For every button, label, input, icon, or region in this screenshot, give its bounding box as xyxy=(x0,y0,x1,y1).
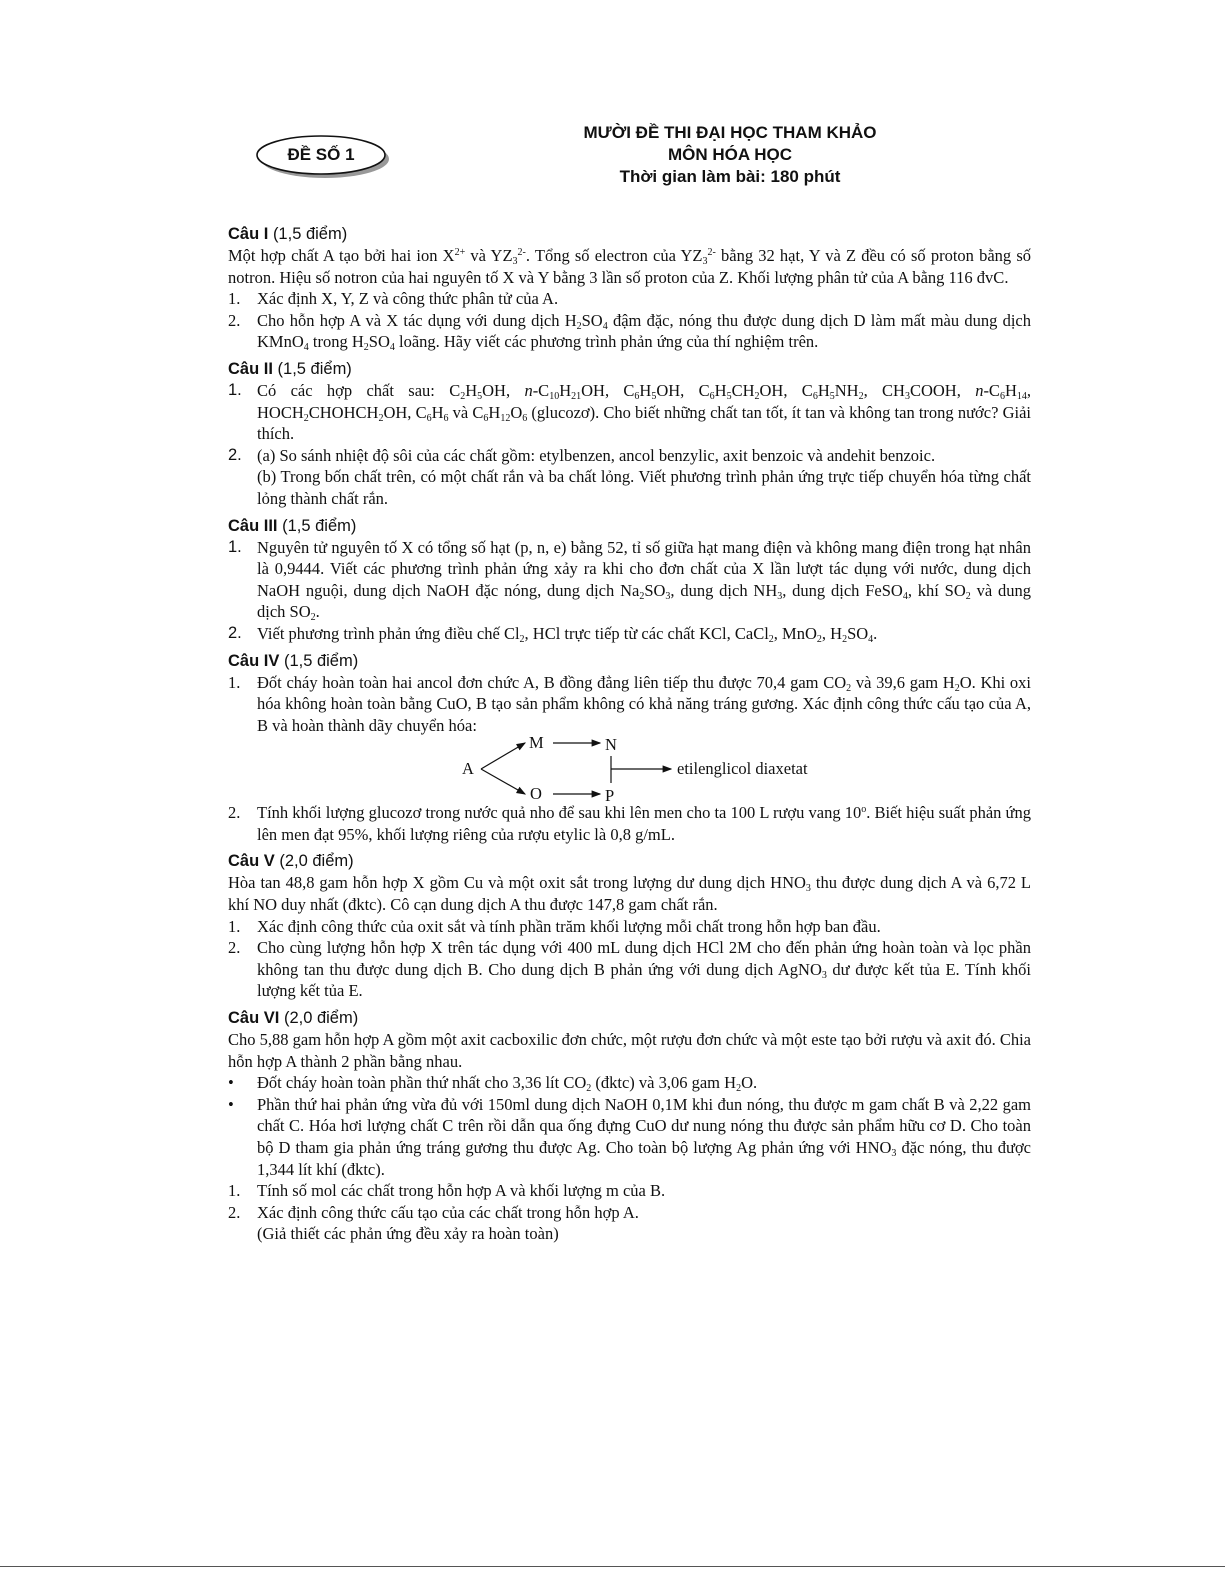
page-bottom-rule xyxy=(0,1566,1225,1567)
question-4-item-1: 1. Đốt cháy hoàn toàn hai ancol đơn chức A, B đồng đẳng liên tiếp thu được 70,4 gam $CO_2$ và 39,6 gam $H_2O$. Khi oxi hóa không hoàn toàn bằng CuO, B tạo sản phẩm không có khả năng tráng gương. Xác định công thức cấu tạo của A, B và hoàn thành dãy chuyển hóa: xyxy=(228,672,1032,735)
question-2-item-2: 2. (a) So sánh nhiệt độ sôi của các chất gồm: etylbenzen, ancol benzylic, axit benzoic và andehit benzoic. (b) Trong bốn chất trên, có một chất rắn và ba chất lỏng. Viết phương trình phản ứng trực tiếp chuyển hóa từng chất lỏng thành chất rắn. xyxy=(228,445,1031,508)
conversion-scheme xyxy=(228,733,1031,806)
scheme-product: etilenglicol diaxetat xyxy=(677,759,808,779)
question-6-bullet-2: • Phần thứ hai phản ứng vừa đủ với 150ml dung dịch NaOH 0,1M khi đun nóng, thu được m gam chất B và 2,22 gam chất C. Hóa hơi lượng chất C trên rồi dẫn qua ống đựng CuO dư nung nóng thu được sản phẩm hữu cơ D. Cho toàn bộ D tham gia phản ứng tráng gương thu được Ag. Cho toàn bộ lượng Ag phản ứng với $HNO_3$ đặc nóng, thu được 1,344 lít khí (đktc). xyxy=(228,1094,1031,1179)
question-2-item-1: 1. Có các hợp chất sau: $C_2H_5OH$, $n-C_{10}H_{21}OH$, $C_6H_5OH$, $C_6H_5CH_2OH$, $C_6H_5NH_2$, $CH_3COOH$, $n-C_6H_{14}$, $HOCH_2CHOHCH_2OH$, $C_6H_6$ và $C_6H_{12}O_6$ (glucozơ). Cho biết những chất tan tốt, ít tan và không tan trong nước? Giải thích. xyxy=(228,380,1031,444)
scheme-m: M xyxy=(529,733,544,753)
question-3-item-1: 1. Nguyên tử nguyên tố X có tổng số hạt (p, n, e) bằng 52, tỉ số giữa hạt mang điện và không mang điện trong hạt nhân là 0,9444. Viết các phương trình phản ứng xảy ra khi cho đơn chất của X lần lượt tác dụng với nước, dung dịch NaOH nguội, dung dịch NaOH đặc nóng, dung dịch $Na_2SO_3$, dung dịch $NH_3$, dung dịch FeSO$_4$, khí $SO_2$ và dung dịch $SO_2$. xyxy=(228,537,1031,624)
question-1-item-2: 2. Cho hỗn hợp A và X tác dụng với dung dịch $H_2SO_4$ đậm đặc, nóng thu được dung dịch D làm mất màu dung dịch KMnO$_4$ trong $H_2SO_4$ loãng. Hãy viết các phương trình phản ứng của thí nghiệm trên. xyxy=(228,310,1031,354)
question-5-text: Hòa tan 48,8 gam hỗn hợp X gồm Cu và một oxit sắt trong lượng dư dung dịch $HNO_3$ thu được dung dịch A và 6,72 L khí NO duy nhất (đktc). Cô cạn dung dịch A thu được 147,8 gam chất rắn. xyxy=(228,873,1031,915)
question-1-heading: Câu I (1,5 điểm) xyxy=(228,225,348,243)
title-line-1: MƯỜI ĐỀ THI ĐẠI HỌC THAM KHẢO xyxy=(583,123,877,142)
exam-content xyxy=(228,218,1031,1245)
question-6-item-2: 2. Xác định công thức cấu tạo của các chất trong hỗn hợp A. (Giả thiết các phản ứng đều xảy ra hoàn toàn) xyxy=(228,1202,639,1244)
question-4-heading: Câu IV (1,5 điểm) xyxy=(228,651,359,670)
question-5-item-1: 1. Xác định công thức của oxit sắt và tính phần trăm khối lượng mỗi chất trong hỗn hợp ban đầu. xyxy=(228,916,881,936)
scheme-o: O xyxy=(530,784,542,804)
question-2-heading: Câu II (1,5 điểm) xyxy=(228,359,352,378)
scheme-p: P xyxy=(605,786,615,806)
question-6-item-1: 1. Tính số mol các chất trong hỗn hợp A và khối lượng m của B. xyxy=(228,1181,666,1201)
question-5-item-2: 2. Cho cùng lượng hỗn hợp X trên tác dụng với 400 mL dung dịch HCl 2M cho đến phản ứng hoàn toàn và lọc phần không tan thu được dung dịch B. Cho dung dịch B phản ứng với dung dịch AgNO$_3$ dư được kết tủa E. Tính khối lượng kết tủa E. xyxy=(228,938,1031,1001)
question-4-item-2: 2. Tính khối lượng glucozơ trong nước quả nho để sau khi lên men cho ta 100 L rượu vang 10$^o$. Biết hiệu suất phản ứng lên men đạt 95%, khối lượng riêng của rượu etylic là 0,8 g/mL. xyxy=(228,803,1031,844)
question-6-text: Cho 5,88 gam hỗn hợp A gồm một axit cacboxilic đơn chức, một rượu đơn chức và một este tạo bởi rượu và axit đó. Chia hỗn hợp A thành 2 phần bằng nhau. xyxy=(228,1030,1031,1071)
question-5-heading: Câu V (2,0 điểm) xyxy=(228,852,354,871)
question-3-heading: Câu III (1,5 điểm) xyxy=(228,516,357,535)
scheme-n: N xyxy=(605,735,617,755)
scheme-a: A xyxy=(462,759,474,779)
question-6-heading: Câu VI (2,0 điểm) xyxy=(228,1009,359,1028)
badge-label: ĐỀ SỐ 1 xyxy=(287,145,355,164)
scheme-arrows xyxy=(228,736,1031,802)
question-3-item-2: 2. Viết phương trình phản ứng điều chế $Cl_2$, HCl trực tiếp từ các chất KCl, CaCl$_2$, MnO$_2$, $H_2SO_4$. xyxy=(228,623,878,645)
question-1-item-1: 1. Xác định X, Y, Z và công thức phân tử của A. xyxy=(228,289,559,309)
question-1-text: Một hợp chất A tạo bởi hai ion $X^{2+}$ và $YZ_3^{2-}$. Tổng số electron của $YZ_3^{2-}$ bằng 32 hạt, Y và Z đều có số proton bằng số notron. Hiệu số notron của hai nguyên tố X và Y bằng 3 lần số proton của Z. Khối lượng phân tử của A bằng 116 đvC. xyxy=(228,246,1031,287)
question-6-bullet-1: • Đốt cháy hoàn toàn phần thứ nhất cho 3,36 lít $CO_2$ (đktc) và 3,06 gam $H_2O$. xyxy=(228,1073,758,1095)
title-line-3: Thời gian làm bài: 180 phút xyxy=(619,167,841,186)
header-titles xyxy=(520,122,940,188)
exam-number-badge xyxy=(255,135,390,177)
title-line-2: MÔN HÓA HỌC xyxy=(667,145,793,164)
